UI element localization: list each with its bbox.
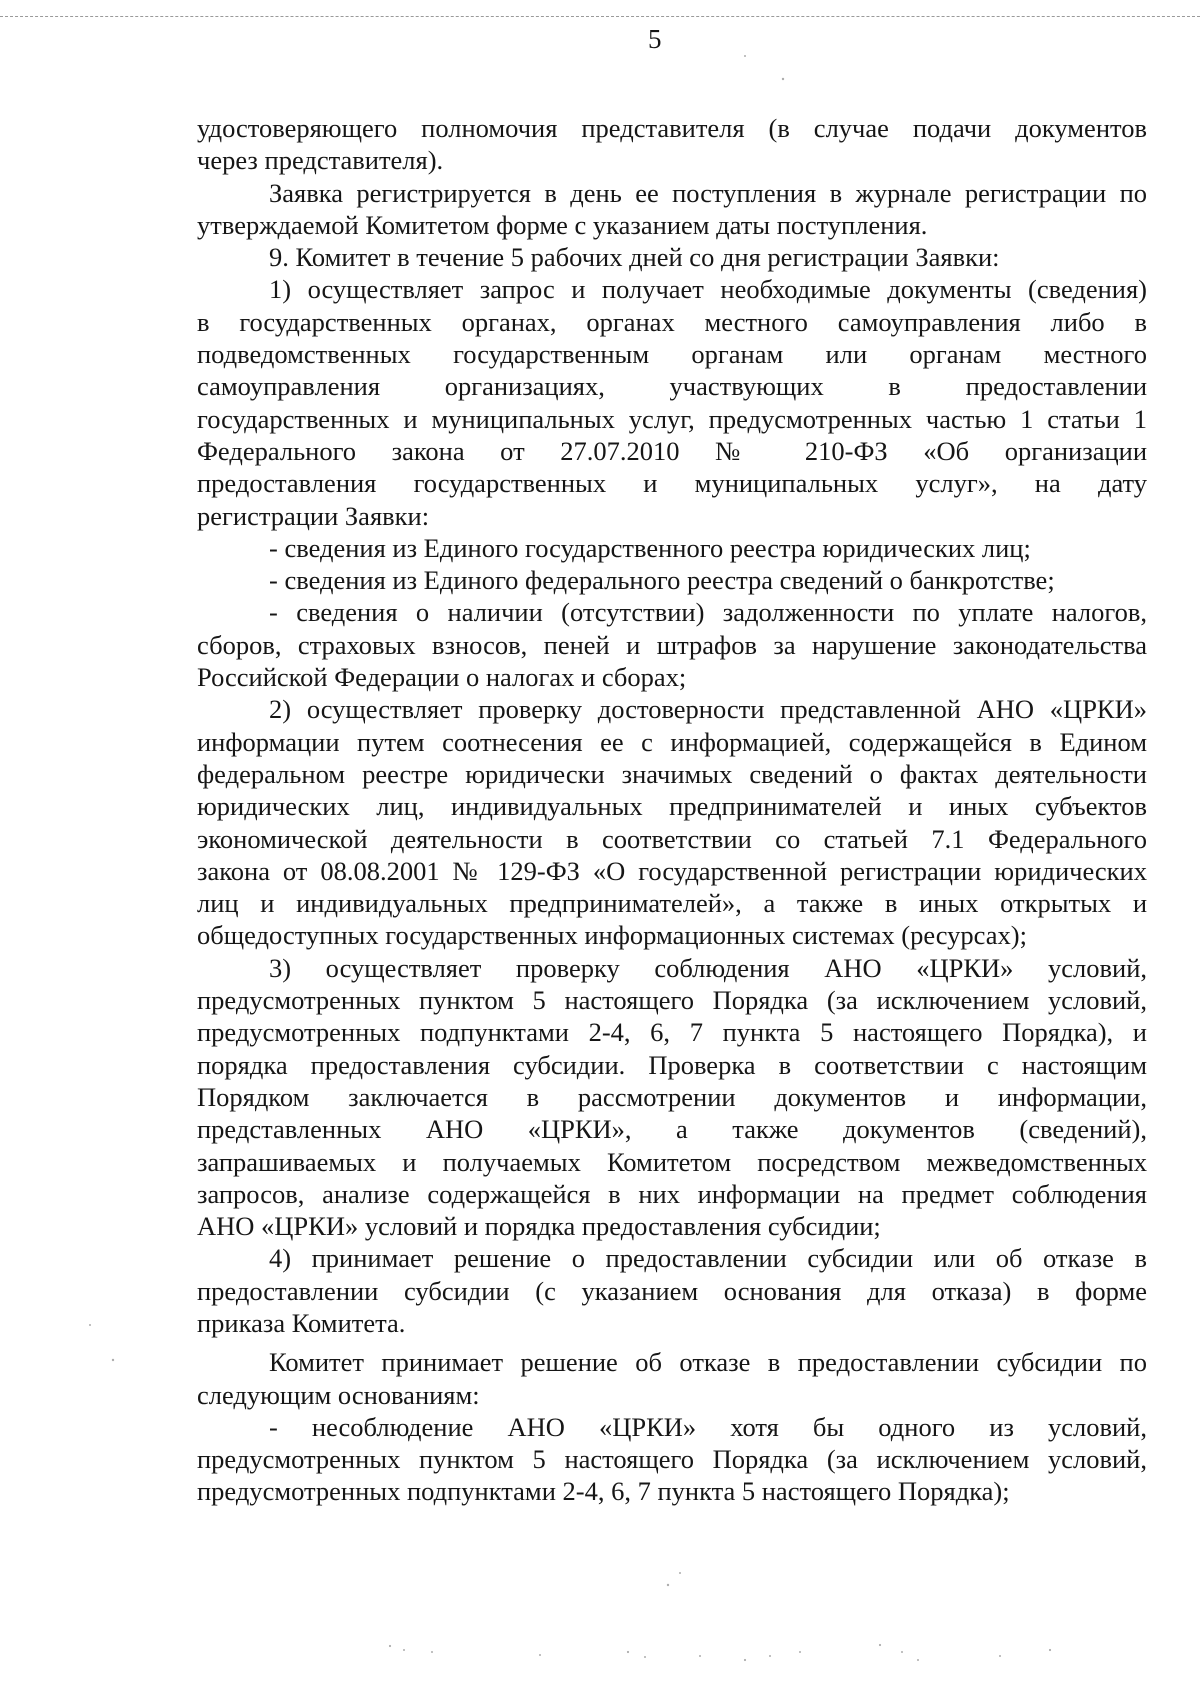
text-line: Порядком заключается в рассмотрении документов и информации, <box>197 1081 1147 1112</box>
text-line: 1) осуществляет запрос и получает необходимые документы (сведения) <box>269 274 1147 305</box>
text-line: - сведения из Единого федерального реестра сведений о банкротстве; <box>269 565 1055 596</box>
text-line: федеральном реестре юридически значимых сведений о фактах деятельности <box>197 758 1147 789</box>
text-line: предусмотренных пунктом 5 настоящего Порядка (за исключением условий, <box>197 1444 1147 1475</box>
text-line: лиц и индивидуальных предпринимателей», а также в иных открытых и <box>197 888 1147 919</box>
text-line: 3) осуществляет проверку соблюдения АНО «ЦРКИ» условий, <box>269 952 1147 983</box>
text-line: предусмотренных пунктом 5 настоящего Порядка (за исключением условий, <box>197 985 1147 1016</box>
text-line: удостоверяющего полномочия представителя (в случае подачи документов <box>197 113 1147 143</box>
text-line: - несоблюдение АНО «ЦРКИ» хотя бы одного из условий, <box>269 1411 1147 1442</box>
text-line: через представителя). <box>197 145 444 176</box>
scan-top-edge <box>0 16 1200 17</box>
text-line: Российской Федерации о налогах и сборах; <box>197 662 687 693</box>
document-body <box>197 112 1147 1508</box>
text-line: общедоступных государственных информационных системах (ресурсах); <box>197 920 1027 951</box>
text-line: следующим основаниям: <box>197 1379 480 1410</box>
text-line: юридических лиц, индивидуальных предпринимателей и иных субъектов <box>197 791 1147 822</box>
text-line: утверждаемой Комитетом форме с указанием даты поступления. <box>197 209 928 240</box>
text-line: - сведения из Единого государственного реестра юридических лиц; <box>269 532 1031 563</box>
page-number: 5 <box>648 24 662 54</box>
text-line: самоуправления организациях, участвующих в предоставлении <box>197 371 1147 402</box>
text-line: информации путем соотнесения ее с информацией, содержащейся в Едином <box>197 726 1147 757</box>
text-line: 4) принимает решение о предоставлении субсидии или об отказе в <box>269 1243 1147 1274</box>
text-line: 2) осуществляет проверку достоверности представленной АНО «ЦРКИ» <box>269 694 1147 725</box>
text-line: предусмотренных подпунктами 2-4, 6, 7 пункта 5 настоящего Порядка); <box>197 1476 1010 1507</box>
text-line: Комитет принимает решение об отказе в предоставлении субсидии по <box>269 1347 1147 1378</box>
text-line: закона от 08.08.2001 № 129-ФЗ «О государственной регистрации юридических <box>197 855 1147 886</box>
text-line: регистрации Заявки: <box>197 500 430 531</box>
text-line: сборов, страховых взносов, пеней и штрафов за нарушение законодательства <box>197 629 1147 660</box>
text-line: подведомственных государственным органам или органам местного <box>197 339 1147 370</box>
text-line: запрашиваемых и получаемых Комитетом посредством межведомственных <box>197 1146 1147 1177</box>
text-line: АНО «ЦРКИ» условий и порядка предоставления субсидии; <box>197 1211 881 1242</box>
text-line: Федерального закона от 27.07.2010 № 210-ФЗ «Об организации <box>197 435 1147 466</box>
text-line: порядка предоставления субсидии. Проверка в соответствии с настоящим <box>197 1049 1147 1080</box>
text-line: предусмотренных подпунктами 2-4, 6, 7 пункта 5 настоящего Порядка), и <box>197 1017 1147 1048</box>
text-line: предоставлении субсидии (с указанием основания для отказа) в форме <box>197 1275 1147 1306</box>
text-line: Заявка регистрируется в день ее поступления в журнале регистрации по <box>269 177 1147 208</box>
text-line: приказа Комитета. <box>197 1307 406 1338</box>
text-line: экономической деятельности в соответствии со статьей 7.1 Федерального <box>197 823 1147 854</box>
text-line: запросов, анализе содержащейся в них информации на предмет соблюдения <box>197 1178 1147 1209</box>
text-line: предоставления государственных и муниципальных услуг», на дату <box>197 468 1147 499</box>
text-line: - сведения о наличии (отсутствии) задолженности по уплате налогов, <box>269 597 1147 628</box>
text-line: представленных АНО «ЦРКИ», а также документов (сведений), <box>197 1114 1147 1145</box>
text-line: 9. Комитет в течение 5 рабочих дней со дня регистрации Заявки: <box>269 242 1000 273</box>
text-line: в государственных органах, органах местного самоуправления либо в <box>197 306 1147 337</box>
text-line: государственных и муниципальных услуг, предусмотренных частью 1 статьи 1 <box>197 403 1147 434</box>
